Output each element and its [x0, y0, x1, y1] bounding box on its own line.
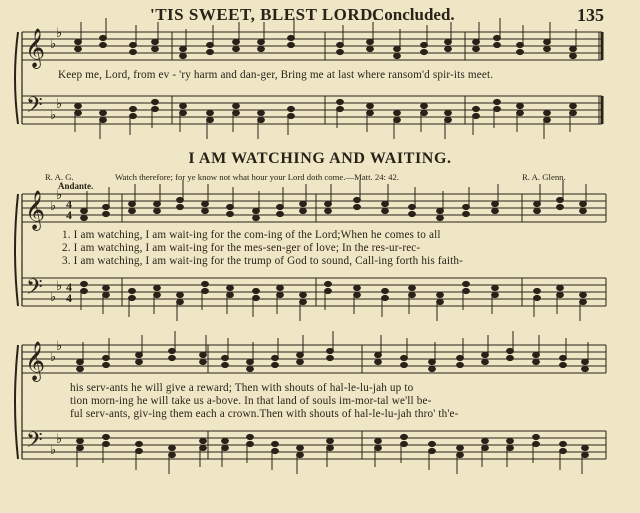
note-head — [582, 452, 589, 457]
note-head — [354, 285, 361, 290]
note-head — [473, 46, 480, 51]
note-head — [445, 110, 452, 115]
note-head — [253, 208, 260, 213]
note-head — [409, 211, 416, 216]
note-head — [77, 438, 84, 443]
note-head — [325, 208, 332, 213]
note-head — [570, 46, 577, 51]
note-head — [177, 197, 184, 202]
note-head — [473, 39, 480, 44]
note-head — [177, 292, 184, 297]
note-head — [233, 39, 240, 44]
note-head — [325, 288, 332, 293]
note-head — [288, 35, 295, 40]
note-head — [375, 359, 382, 364]
note-head — [557, 204, 564, 209]
note-head — [533, 441, 540, 446]
note-head — [494, 106, 501, 111]
note-head — [272, 448, 279, 453]
note-head — [103, 211, 110, 216]
note-head — [258, 117, 265, 122]
note-head — [492, 285, 499, 290]
note-head — [494, 42, 501, 47]
note-head — [473, 106, 480, 111]
note-head — [533, 359, 540, 364]
note-head — [180, 46, 187, 51]
note-head — [367, 46, 374, 51]
note-head — [421, 110, 428, 115]
note-head — [421, 49, 428, 54]
note-head — [582, 359, 589, 364]
note-head — [409, 292, 416, 297]
note-head — [325, 201, 332, 206]
note-head — [437, 215, 444, 220]
note-head — [517, 49, 524, 54]
note-head — [557, 285, 564, 290]
note-head — [570, 110, 577, 115]
note-head — [152, 39, 159, 44]
treble-clef-icon: 𝄞 — [25, 190, 46, 230]
note-head — [154, 208, 161, 213]
verse-3-line-1: 3. I am watching, I am wait-ing for the trump of God to sound, Call-ing forth his faith- — [62, 255, 463, 267]
note-head — [75, 110, 82, 115]
note-head — [429, 441, 436, 446]
note-head — [300, 208, 307, 213]
composer-credit: R. A. Glenn. — [522, 172, 566, 182]
note-head — [327, 348, 334, 353]
note-head — [463, 204, 470, 209]
note-head — [100, 117, 107, 122]
note-head — [253, 215, 260, 220]
note-head — [482, 352, 489, 357]
note-head — [367, 39, 374, 44]
note-head — [272, 362, 279, 367]
note-head — [222, 445, 229, 450]
note-head — [130, 106, 137, 111]
time-signature-bottom: 4 — [66, 208, 72, 222]
note-head — [180, 110, 187, 115]
note-head — [300, 299, 307, 304]
note-head — [382, 208, 389, 213]
note-head — [375, 445, 382, 450]
note-head — [507, 438, 514, 443]
note-head — [507, 355, 514, 360]
note-head — [258, 46, 265, 51]
note-head — [207, 110, 214, 115]
note-head — [154, 285, 161, 290]
note-head — [463, 211, 470, 216]
note-head — [401, 355, 408, 360]
note-head — [482, 438, 489, 443]
note-head — [492, 201, 499, 206]
note-head — [227, 285, 234, 290]
verse-3-line-2: ful serv-ants, giv-ing them each a crown.Then with shouts of hal-le-lu-jah thro' th'e- — [70, 408, 459, 420]
note-head — [169, 355, 176, 360]
flat-icon: ♭ — [50, 199, 57, 214]
note-head — [544, 117, 551, 122]
note-head — [180, 103, 187, 108]
note-head — [421, 42, 428, 47]
note-head — [253, 288, 260, 293]
note-head — [288, 113, 295, 118]
note-head — [544, 110, 551, 115]
note-head — [258, 39, 265, 44]
hymn1-lyric-line: Keep me, Lord, from ev - 'ry harm and dan-ger, Bring me at last where ransom'd spir-its meet. — [58, 69, 494, 81]
note-head — [247, 441, 254, 446]
note-head — [202, 208, 209, 213]
note-head — [247, 366, 254, 371]
note-head — [507, 348, 514, 353]
bass-clef-icon: 𝄢 — [26, 428, 43, 458]
note-head — [75, 103, 82, 108]
note-head — [277, 285, 284, 290]
note-head — [533, 352, 540, 357]
note-head — [136, 441, 143, 446]
note-head — [463, 281, 470, 286]
note-head — [401, 434, 408, 439]
note-head — [258, 110, 265, 115]
note-head — [492, 208, 499, 213]
note-head — [354, 204, 361, 209]
note-head — [494, 35, 501, 40]
note-head — [154, 292, 161, 297]
note-head — [277, 292, 284, 297]
note-head — [457, 452, 464, 457]
note-head — [200, 359, 207, 364]
verse-1-line-1: 1. I am watching, I am wait-ing for the com-ing of the Lord;When he comes to all — [62, 229, 441, 241]
note-head — [277, 204, 284, 209]
note-head — [130, 42, 137, 47]
note-head — [169, 445, 176, 450]
note-head — [544, 46, 551, 51]
note-head — [557, 197, 564, 202]
note-head — [560, 448, 567, 453]
note-head — [401, 441, 408, 446]
flat-icon: ♭ — [56, 26, 63, 41]
note-head — [560, 362, 567, 367]
verse-2-line-2: tion morn-ing he will take us a-bove. In that land of souls im-mor-tal we'll be- — [70, 395, 432, 407]
scripture-reference: Watch therefore; for ye know not what hour your Lord doth come.—Matt. 24: 42. — [115, 172, 399, 182]
flat-icon: ♭ — [56, 97, 63, 112]
system-brace — [15, 345, 18, 459]
note-head — [75, 46, 82, 51]
note-head — [429, 359, 436, 364]
note-head — [227, 204, 234, 209]
note-head — [77, 366, 84, 371]
note-head — [177, 204, 184, 209]
note-head — [272, 355, 279, 360]
note-head — [580, 292, 587, 297]
note-head — [300, 201, 307, 206]
note-head — [394, 110, 401, 115]
note-head — [300, 292, 307, 297]
note-head — [136, 352, 143, 357]
note-head — [152, 99, 159, 104]
note-head — [297, 359, 304, 364]
note-head — [463, 288, 470, 293]
note-head — [180, 53, 187, 58]
note-head — [233, 110, 240, 115]
note-head — [507, 445, 514, 450]
note-head — [337, 49, 344, 54]
note-head — [154, 201, 161, 206]
note-head — [272, 441, 279, 446]
note-head — [367, 110, 374, 115]
note-head — [81, 288, 88, 293]
note-head — [445, 46, 452, 51]
note-head — [582, 445, 589, 450]
note-head — [297, 352, 304, 357]
note-head — [103, 285, 110, 290]
note-head — [253, 295, 260, 300]
flat-icon: ♭ — [56, 279, 63, 294]
note-head — [429, 448, 436, 453]
note-head — [327, 438, 334, 443]
note-head — [202, 201, 209, 206]
note-head — [534, 295, 541, 300]
note-head — [337, 106, 344, 111]
note-head — [570, 103, 577, 108]
note-head — [354, 292, 361, 297]
time-signature-top: 4 — [66, 280, 72, 294]
note-head — [227, 292, 234, 297]
note-head — [544, 39, 551, 44]
note-head — [200, 445, 207, 450]
note-head — [136, 359, 143, 364]
hymn-title-concluded: 'TIS SWEET, BLEST LORD. — [150, 5, 378, 24]
note-head — [103, 362, 110, 367]
note-head — [81, 281, 88, 286]
note-head — [77, 359, 84, 364]
note-head — [327, 355, 334, 360]
note-head — [375, 352, 382, 357]
note-head — [457, 362, 464, 367]
note-head — [473, 113, 480, 118]
note-head — [100, 35, 107, 40]
note-head — [533, 434, 540, 439]
system-brace — [15, 194, 18, 306]
note-head — [394, 53, 401, 58]
note-head — [129, 295, 136, 300]
note-head — [129, 208, 136, 213]
flat-icon: ♭ — [56, 188, 63, 203]
note-head — [100, 110, 107, 115]
note-head — [100, 42, 107, 47]
note-head — [457, 445, 464, 450]
note-head — [394, 117, 401, 122]
note-head — [337, 99, 344, 104]
note-head — [534, 288, 541, 293]
note-head — [222, 355, 229, 360]
note-head — [297, 445, 304, 450]
concluded-label: Concluded. — [372, 5, 455, 24]
flat-icon: ♭ — [50, 108, 57, 123]
note-head — [297, 452, 304, 457]
flat-icon: ♭ — [50, 443, 57, 458]
page-number: 135 — [577, 5, 604, 25]
note-head — [136, 448, 143, 453]
note-head — [247, 359, 254, 364]
note-head — [382, 201, 389, 206]
note-head — [534, 201, 541, 206]
flat-icon: ♭ — [50, 350, 57, 365]
note-head — [382, 295, 389, 300]
note-head — [152, 106, 159, 111]
note-head — [580, 208, 587, 213]
flat-icon: ♭ — [50, 37, 57, 52]
bass-clef-icon: 𝄢 — [26, 93, 43, 123]
note-head — [517, 103, 524, 108]
note-head — [222, 362, 229, 367]
bass-clef-icon: 𝄢 — [26, 275, 43, 305]
note-head — [580, 201, 587, 206]
note-head — [517, 42, 524, 47]
note-head — [207, 117, 214, 122]
note-head — [492, 292, 499, 297]
note-head — [247, 434, 254, 439]
lyricist-credit: R. A. G. — [45, 172, 74, 182]
note-head — [288, 106, 295, 111]
note-head — [169, 452, 176, 457]
note-head — [570, 53, 577, 58]
treble-clef-icon: 𝄞 — [25, 341, 46, 381]
note-head — [437, 299, 444, 304]
note-head — [534, 208, 541, 213]
note-head — [202, 288, 209, 293]
note-head — [277, 211, 284, 216]
note-head — [77, 445, 84, 450]
tempo-marking: Andante. — [58, 181, 94, 191]
note-head — [560, 441, 567, 446]
note-head — [429, 366, 436, 371]
note-head — [375, 438, 382, 443]
note-head — [557, 292, 564, 297]
note-head — [103, 355, 110, 360]
treble-clef-icon: 𝄞 — [25, 28, 46, 68]
note-head — [200, 438, 207, 443]
note-head — [130, 49, 137, 54]
note-head — [130, 113, 137, 118]
flat-icon: ♭ — [50, 290, 57, 305]
note-head — [560, 355, 567, 360]
note-head — [233, 103, 240, 108]
note-head — [103, 204, 110, 209]
note-head — [337, 42, 344, 47]
note-head — [177, 299, 184, 304]
note-head — [437, 208, 444, 213]
verse-1-line-2: his serv-ants he will give a reward; Then with shouts of hal-le-lu-jah up to — [70, 382, 414, 394]
flat-icon: ♭ — [56, 339, 63, 354]
note-head — [517, 110, 524, 115]
system-brace — [15, 32, 18, 124]
note-head — [103, 292, 110, 297]
note-head — [409, 285, 416, 290]
note-head — [327, 445, 334, 450]
note-head — [325, 281, 332, 286]
note-head — [129, 201, 136, 206]
note-head — [222, 438, 229, 443]
note-head — [457, 355, 464, 360]
note-head — [81, 208, 88, 213]
time-signature-top: 4 — [66, 197, 72, 211]
note-head — [129, 288, 136, 293]
note-head — [81, 215, 88, 220]
note-head — [75, 39, 82, 44]
note-head — [401, 362, 408, 367]
note-head — [437, 292, 444, 297]
note-head — [103, 441, 110, 446]
note-head — [227, 211, 234, 216]
note-head — [207, 49, 214, 54]
note-head — [202, 281, 209, 286]
note-head — [582, 366, 589, 371]
note-head — [288, 42, 295, 47]
note-head — [445, 117, 452, 122]
note-head — [367, 103, 374, 108]
note-head — [421, 103, 428, 108]
note-head — [207, 42, 214, 47]
note-head — [233, 46, 240, 51]
note-head — [409, 204, 416, 209]
note-head — [200, 352, 207, 357]
note-head — [169, 348, 176, 353]
song-title: I AM WATCHING AND WAITING. — [188, 150, 452, 167]
note-head — [482, 359, 489, 364]
note-head — [482, 445, 489, 450]
note-head — [394, 46, 401, 51]
note-head — [152, 46, 159, 51]
flat-icon: ♭ — [56, 432, 63, 447]
verse-2-line-1: 2. I am watching, I am wait-ing for the mes-sen-ger of love; In the res-ur-rec- — [62, 242, 421, 254]
note-head — [382, 288, 389, 293]
note-head — [354, 197, 361, 202]
note-head — [494, 99, 501, 104]
note-head — [445, 39, 452, 44]
note-head — [580, 299, 587, 304]
note-head — [103, 434, 110, 439]
time-signature-bottom: 4 — [66, 291, 72, 305]
